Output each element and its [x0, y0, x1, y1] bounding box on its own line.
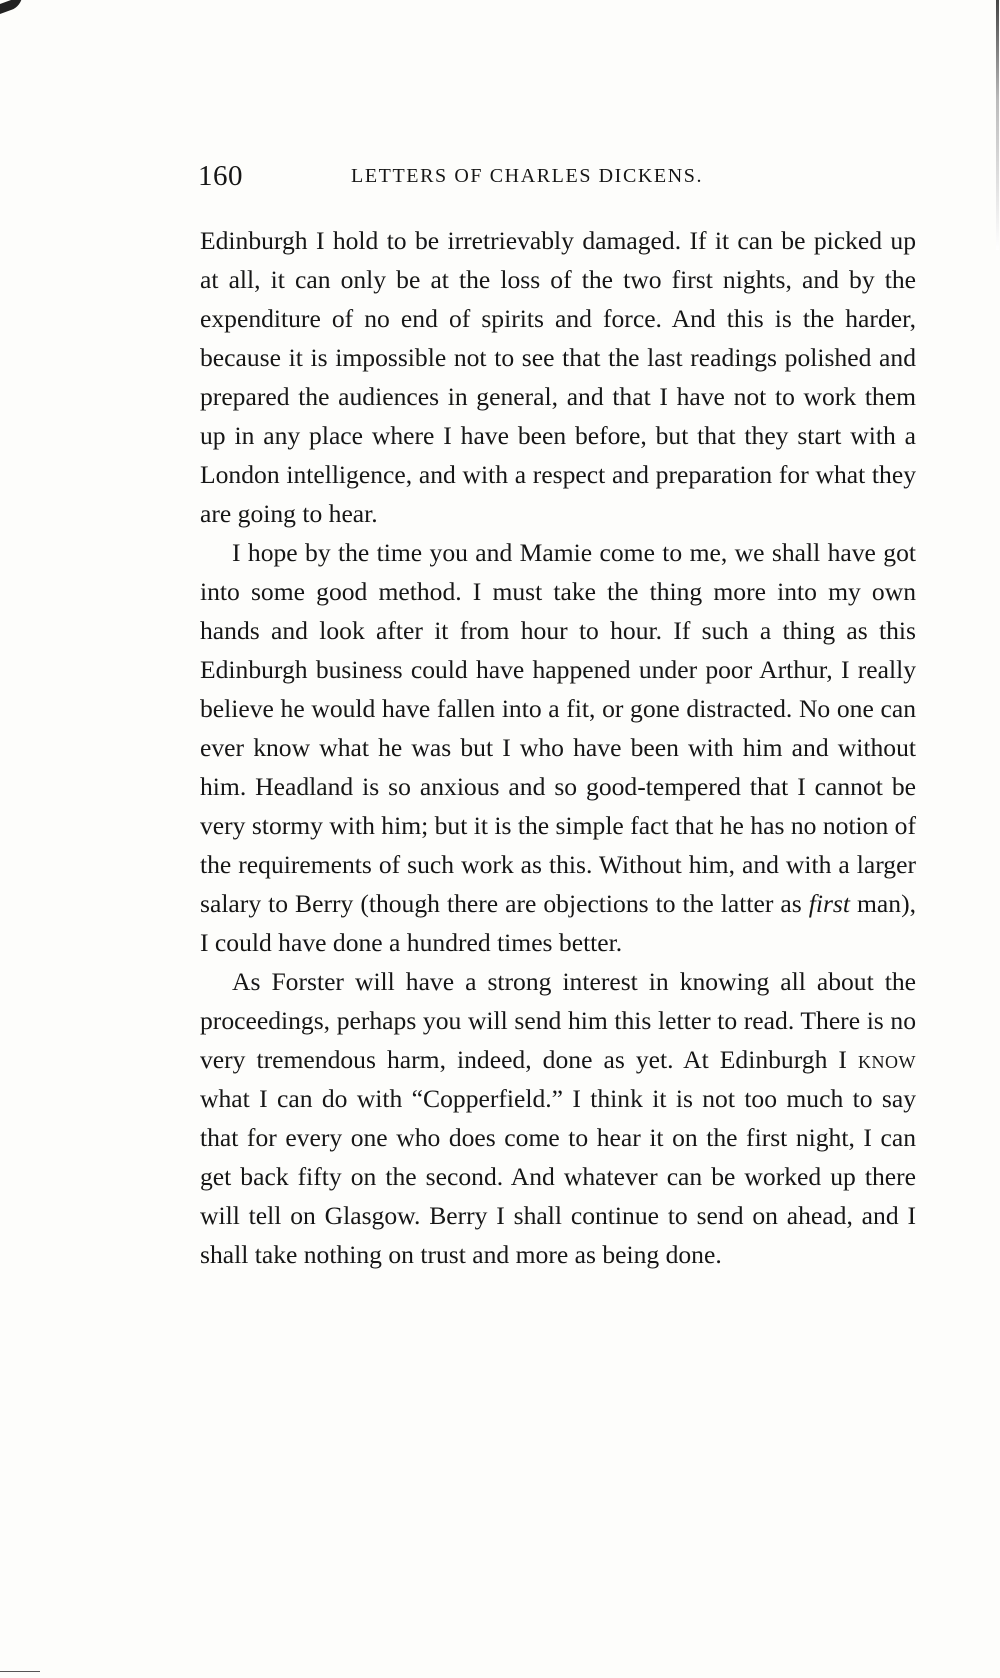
page-number: 160	[198, 160, 243, 192]
paragraph-3-text-a: As Forster will have a strong interest in knowing all about the proceedings, perhaps you will send him this letter to read. There is no very tremendous harm, indeed, done as yet. At Edinburgh I	[200, 967, 916, 1074]
paragraph-3-small-caps: know	[858, 1045, 916, 1074]
scan-bottom-rule	[0, 1671, 40, 1672]
running-title: LETTERS OF CHARLES DICKENS.	[351, 165, 704, 187]
running-head	[198, 160, 928, 196]
paragraph-3-text-b: what I can do with “Copperfield.” I think it is not too much to say that for every one who does come to hear it on the first night, I can get back fifty on the second. And whatever can be worked up there will tell on Glasgow. Berry I shall continue to send on ahead, and I shall take nothing on trust and more as being done.	[200, 1084, 916, 1269]
paragraph-2-text-b: man), I could have done a hundred times better.	[200, 889, 917, 957]
paragraph-2-text-a: I hope by the time you and Mamie come to me, we shall have got into some good method. I must take the thing more into my own hands and look after it from hour to hour. If such a thing as this Edinburgh business could have happened under poor Arthur, I really believe he would have fallen into a fit, or gone distracted. No one can ever know what he was but I who have been with him and without him. Headland is so anxious and so good-tempered that I cannot be very stormy with him; but it is the simple fact that he has no notion of the requirements of such work as this. Without him, and with a larger salary to Berry (though there are objections to the latter as	[200, 538, 916, 918]
paragraph-1	[200, 221, 916, 533]
paragraph-3	[200, 962, 916, 1274]
paragraph-2-italic: first	[808, 889, 850, 918]
paragraph-1-text: Edinburgh I hold to be irretrievably damaged. If it can be picked up at all, it can only be at the loss of the two first nights, and by the expenditure of no end of spirits and force. And this is the harder, because it is impossible not to see that the last readings polished and prepared the audiences in general, and that I have not to work them up in any place where I have been before, but that they start with a London intelligence, and with a respect and preparation for what they are going to hear.	[200, 226, 916, 528]
scan-edge-line	[996, 0, 999, 250]
paragraph-2	[200, 533, 916, 962]
letter-body	[200, 221, 916, 1274]
scan-corner-mark	[0, 0, 22, 14]
